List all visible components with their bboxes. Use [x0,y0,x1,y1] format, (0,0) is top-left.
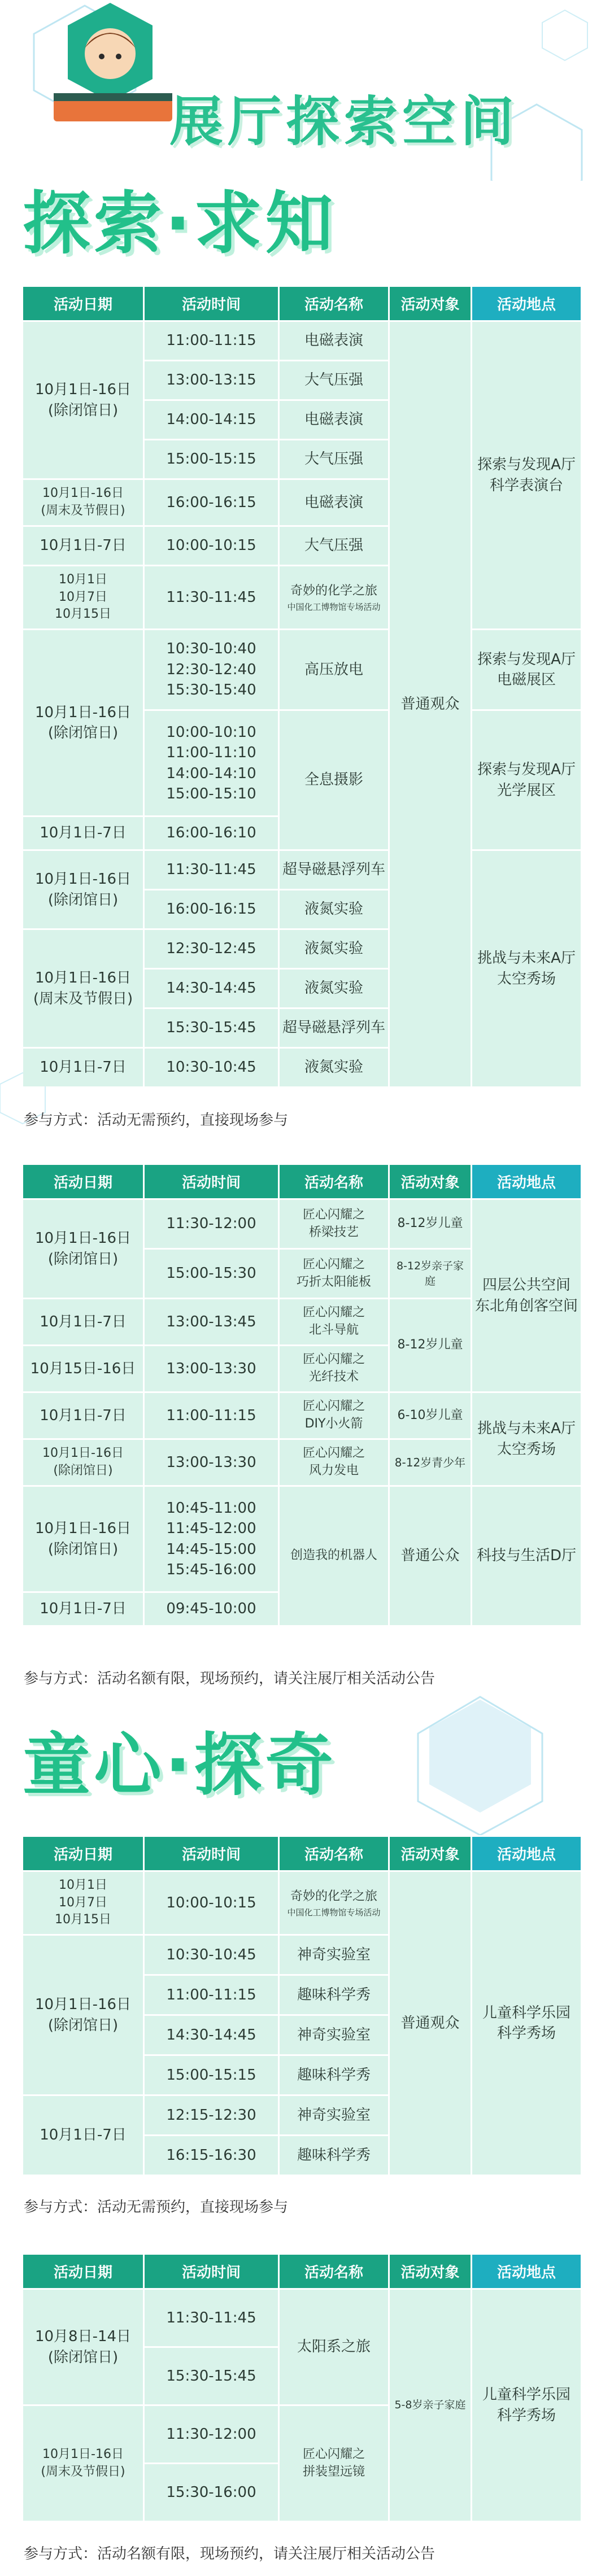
activity-cell: 电磁表演 [280,322,388,360]
time-cell: 15:00-15:15 [145,2056,278,2094]
column-header-time: 活动时间 [145,287,278,320]
time-cell: 12:15-12:30 [145,2096,278,2134]
column-header-name: 活动名称 [280,2255,388,2288]
hexagon-decoration [395,1694,565,1835]
column-header-audience: 活动对象 [390,287,471,320]
column-header-audience: 活动对象 [390,2255,471,2288]
schedule-table-1 [21,285,582,1088]
activity-cell: 匠心闪耀之 巧折太阳能板 [280,1250,388,1298]
activity-cell: 匠心闪耀之 桥梁技艺 [280,1200,388,1248]
date-cell: 10月1日-7日 [23,527,143,565]
date-cell: 10月1日-16日 (除闭馆日) [23,1936,143,2094]
activity-cell: 神奇实验室 [280,2016,388,2054]
date-cell: 10月1日-7日 [23,1049,143,1086]
column-header-date: 活动日期 [23,1165,143,1198]
date-cell: 10月1日-7日 [23,2096,143,2175]
time-cell: 13:00-13:30 [145,1440,278,1485]
activity-cell: 神奇实验室 [280,2096,388,2134]
activity-cell: 高压放电 [280,630,388,709]
time-cell: 11:30-11:45 [145,851,278,889]
activity-cell: 大气压强 [280,527,388,565]
activity-cell: 匠心闪耀之 风力发电 [280,1440,388,1485]
activity-cell: 匠心闪耀之 光纤技术 [280,1346,388,1391]
audience-cell: 8-12岁儿童 [390,1200,471,1248]
activity-cell: 趣味科学秀 [280,2056,388,2094]
activity-name: 奇妙的化学之旅 [290,583,377,598]
section-title-wonder: 童心·探奇 [23,1726,337,1805]
date-cell: 10月1日-16日 (除闭馆日) [23,1440,143,1485]
audience-cell: 普通观众 [390,1872,471,2175]
activity-cell: 匠心闪耀之 拼装望远镜 [280,2406,388,2521]
date-cell: 10月15日-16日 [23,1346,143,1391]
activity-cell: 液氮实验 [280,930,388,968]
audience-cell: 8-12岁亲子家庭 [390,1250,471,1298]
activity-cell: 液氮实验 [280,890,388,928]
date-cell: 10月1日-7日 [23,1593,143,1625]
schedule-table-3 [21,1835,582,2176]
activity-cell: 大气压强 [280,361,388,399]
date-cell: 10月8日-14日 (除闭馆日) [23,2290,143,2404]
time-cell: 11:00-11:15 [145,1976,278,2014]
time-cell: 10:30-10:45 [145,1049,278,1086]
date-cell: 10月1日-16日 (除闭馆日) [23,1487,143,1591]
participation-note: 参与方式：活动无需预约，直接现场参与 [24,2199,289,2216]
column-header-name: 活动名称 [280,1165,388,1198]
audience-cell: 8-12岁青少年 [390,1440,471,1485]
place-cell: 科技与生活D厅 [472,1487,581,1625]
activity-cell [280,1872,388,1934]
time-cell: 10:00-10:10 11:00-11:10 14:00-14:10 15:00-15:10 [145,711,278,815]
time-cell: 16:00-16:15 [145,480,278,525]
column-header-place: 活动地点 [472,287,581,320]
time-cell: 10:00-10:15 [145,1872,278,1934]
place-cell: 挑战与未来A厅 太空秀场 [472,851,581,1086]
time-cell: 11:30-11:45 [145,566,278,628]
time-cell: 16:15-16:30 [145,2136,278,2175]
activity-cell: 趣味科学秀 [280,1976,388,2014]
activity-cell: 创造我的机器人 [280,1487,388,1625]
date-cell: 10月1日-16日 (除闭馆日) [23,322,143,478]
column-header-name: 活动名称 [280,1837,388,1870]
section-title-explore: 探索·求知 [23,185,337,263]
place-cell: 儿童科学乐园 科学秀场 [472,2290,581,2521]
activity-subtitle: 中国化工博物馆专场活动 [287,1907,381,1918]
time-cell: 13:00-13:30 [145,1346,278,1391]
place-cell: 四层公共空间 东北角创客空间 [472,1200,581,1391]
time-cell: 13:00-13:15 [145,361,278,399]
time-cell: 14:30-14:45 [145,970,278,1007]
date-cell: 10月1日-16日 (周末及节假日) [23,2406,143,2521]
time-cell: 13:00-13:45 [145,1299,278,1344]
time-cell: 14:30-14:45 [145,2016,278,2054]
activity-cell [280,566,388,628]
date-cell: 10月1日-16日 (周末及节假日) [23,930,143,1047]
time-cell: 11:00-11:15 [145,322,278,360]
column-header-date: 活动日期 [23,2255,143,2288]
participation-note: 参与方式：活动无需预约，直接现场参与 [24,1112,289,1129]
time-cell: 11:30-12:00 [145,1200,278,1248]
activity-cell: 趣味科学秀 [280,2136,388,2175]
activity-cell: 液氮实验 [280,970,388,1007]
audience-cell: 普通公众 [390,1487,471,1625]
time-cell: 10:00-10:15 [145,527,278,565]
date-cell: 10月1日-16日 (除闭馆日) [23,851,143,928]
participation-note: 参与方式：活动名额有限，现场预约，请关注展厅相关活动公告 [24,1670,435,1687]
activity-cell: 超导磁悬浮列车 [280,1009,388,1047]
audience-cell: 8-12岁儿童 [390,1299,471,1391]
page-title: 展厅探索空间 [169,91,519,153]
date-cell: 10月1日-16日 (除闭馆日) [23,1200,143,1298]
audience-cell: 普通观众 [390,322,471,1086]
activity-cell: 超导磁悬浮列车 [280,851,388,889]
participation-note: 参与方式：活动名额有限，现场预约，请关注展厅相关活动公告 [24,2546,435,2562]
time-cell: 10:45-11:00 11:45-12:00 14:45-15:00 15:45-16:00 [145,1487,278,1591]
activity-cell: 匠心闪耀之 北斗导航 [280,1299,388,1344]
time-cell: 09:45-10:00 [145,1593,278,1625]
date-cell: 10月1日-16日 (周末及节假日) [23,480,143,525]
date-cell: 10月1日 10月7日 10月15日 [23,1872,143,1934]
time-cell: 15:30-15:45 [145,2348,278,2404]
place-cell: 探索与发现A厅 科学表演台 [472,322,581,628]
time-cell: 15:00-15:15 [145,440,278,478]
place-cell: 儿童科学乐园 科学秀场 [472,1872,581,2175]
time-cell: 11:00-11:15 [145,1393,278,1438]
activity-cell: 神奇实验室 [280,1936,388,1974]
time-cell: 15:00-15:30 [145,1250,278,1298]
activity-cell: 大气压强 [280,440,388,478]
column-header-time: 活动时间 [145,2255,278,2288]
place-cell: 探索与发现A厅 光学展区 [472,711,581,849]
schedule-table-4 [21,2253,582,2522]
time-cell: 16:00-16:15 [145,890,278,928]
activity-cell: 匠心闪耀之 DIY小火箭 [280,1393,388,1438]
activity-subtitle: 中国化工博物馆专场活动 [287,602,381,613]
audience-cell: 5-8岁亲子家庭 [390,2290,471,2521]
time-cell: 14:00-14:15 [145,401,278,439]
time-cell: 15:30-15:45 [145,1009,278,1047]
column-header-time: 活动时间 [145,1837,278,1870]
time-cell: 16:00-16:10 [145,817,278,849]
time-cell: 11:30-11:45 [145,2290,278,2346]
column-header-audience: 活动对象 [390,1165,471,1198]
activity-cell: 电磁表演 [280,480,388,525]
column-header-place: 活动地点 [472,1837,581,1870]
column-header-place: 活动地点 [472,2255,581,2288]
audience-cell: 6-10岁儿童 [390,1393,471,1438]
scientist-icon [85,28,136,79]
activity-cell: 液氮实验 [280,1049,388,1086]
schedule-table-2 [21,1163,582,1627]
column-header-date: 活动日期 [23,1837,143,1870]
column-header-time: 活动时间 [145,1165,278,1198]
column-header-name: 活动名称 [280,287,388,320]
column-header-audience: 活动对象 [390,1837,471,1870]
activity-cell: 太阳系之旅 [280,2290,388,2404]
column-header-place: 活动地点 [472,1165,581,1198]
place-cell: 探索与发现A厅 电磁展区 [472,630,581,709]
date-cell: 10月1日 10月7日 10月15日 [23,566,143,628]
date-cell: 10月1日-16日 (除闭馆日) [23,630,143,815]
time-cell: 10:30-10:45 [145,1936,278,1974]
time-cell: 15:30-16:00 [145,2464,278,2521]
activity-cell: 全息摄影 [280,711,388,849]
activity-name: 奇妙的化学之旅 [290,1889,377,1903]
place-cell: 挑战与未来A厅 太空秀场 [472,1393,581,1485]
column-header-date: 活动日期 [23,287,143,320]
time-cell: 12:30-12:45 [145,930,278,968]
activity-cell: 电磁表演 [280,401,388,439]
time-cell: 11:30-12:00 [145,2406,278,2463]
date-cell: 10月1日-7日 [23,817,143,849]
date-cell: 10月1日-7日 [23,1393,143,1438]
date-cell: 10月1日-7日 [23,1299,143,1344]
time-cell: 10:30-10:40 12:30-12:40 15:30-15:40 [145,630,278,709]
